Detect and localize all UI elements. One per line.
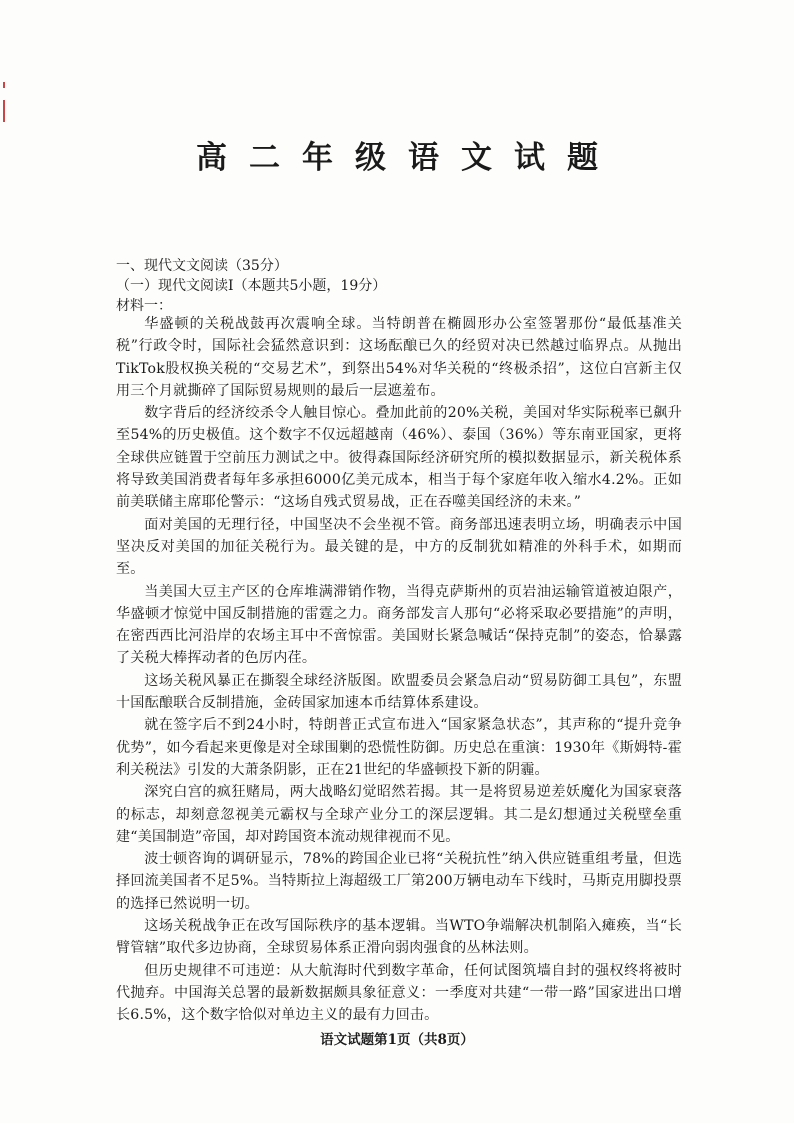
section-subheading: （一）现代文阅读Ⅰ（本题共5小题，19分） — [116, 278, 387, 294]
paragraph: 波士顿咨询的调研显示，78%的跨国企业已将“关税抗性”纳入供应链重组考量，但选择回流美国者不足5%。当特斯拉上海超级工厂第200万辆电动车下线时，马斯克用脚投票的选择已然说明一切。 — [116, 851, 682, 912]
paragraph: 这场关税风暴正在撕裂全球经济版图。欧盟委员会紧急启动“贸易防御工具包”，东盟十国酝酿联合反制措施，金砖国家加速本币结算体系建设。 — [116, 672, 682, 712]
page-title: 高二年级语文试题 — [196, 140, 620, 176]
paragraph: 这场关税战争正在改写国际秩序的基本逻辑。当WTO争端解决机制陷入瘫痪，当“长臂管辖”取代多边协商，全球贸易体系正滑向弱肉强食的丛林法则。 — [116, 918, 682, 957]
paragraph: 华盛顿的关税战鼓再次震响全球。当特朗普在椭圆形办公室签署那份“最低基准关税”行政令时，国际社会猛然意识到：这场酝酿已久的经贸对决已然越过临界点。从抛出TikTok股权换关税的“交易艺术”，到祭出54%对华关税的“终极杀招”，这位白宫新主仅用三个月就撕碎了国际贸易规则的最后一层遮羞布。 — [116, 316, 682, 399]
scan-edge-mark — [3, 82, 5, 88]
paragraph: 数字背后的经济绞杀令人触目惊心。叠加此前的20%关税，美国对华实际税率已飙升至54%的历史极值。这个数字不仅远超越南（46%）、泰国（36%）等东南亚国家，更将全球供应链置于空前压力测试之中。彼得森国际经济研究所的模拟数据显示，新关税体系将导致美国消费者每年多承担6000亿美元成本，相当于每个家庭年收入缩水4.2%。正如前美联储主席耶伦警示：“这场自残式贸易战，正在吞噬美国经济的未来。” — [116, 405, 682, 511]
material-label: 材料一： — [116, 298, 172, 314]
article-body — [116, 313, 682, 1027]
scan-edge-mark — [3, 100, 5, 122]
paragraph: 但历史规律不可违逆：从大航海时代到数字革命，任何试图筑墙自封的强权终将被时代抛弃。中国海关总署的最新数据颇具象征意义：一季度对共建“一带一路”国家进出口增长6.5%，这个数字恰似对单边主义的最有力回击。 — [116, 962, 682, 1024]
paragraph: 深究白宫的疯狂赌局，两大战略幻觉昭然若揭。其一是将贸易逆差妖魔化为国家衰落的标志，却刻意忽视美元霸权与全球产业分工的深层逻辑。其二是幻想通过关税壁垒重建“美国制造”帝国，却对跨国资本流动规律视而不见。 — [116, 784, 682, 845]
section-heading: 一、现代文文阅读（35分） — [116, 258, 288, 274]
paragraph: 面对美国的无理行径，中国坚决不会坐视不管。商务部迅速表明立场，明确表示中国坚决反对美国的加征关税行为。最关键的是，中方的反制犹如精准的外科手术，如期而至。 — [116, 516, 682, 578]
page-footer: 语文试题第1页（共8页） — [320, 1032, 474, 1048]
paragraph: 就在签字后不到24小时，特朗普正式宣布进入“国家紧急状态”，其声称的“提升竞争优势”，如今看起来更像是对全球围剿的恐慌性防御。历史总在重演：1930年《斯姆特-霍利关税法》引发的大萧条阴影，正在21世纪的华盛顿投下新的阴霾。 — [116, 717, 682, 778]
paragraph: 当美国大豆主产区的仓库堆满滞销作物，当得克萨斯州的页岩油运输管道被迫限产，华盛顿才惊觉中国反制措施的雷霆之力。商务部发言人那句“必将采取必要措施”的声明，在密西西比河沿岸的农场主耳中不啻惊雷。美国财长紧急喊话“保持克制”的姿态，恰暴露了关税大棒挥动者的色厉内荏。 — [116, 583, 682, 667]
